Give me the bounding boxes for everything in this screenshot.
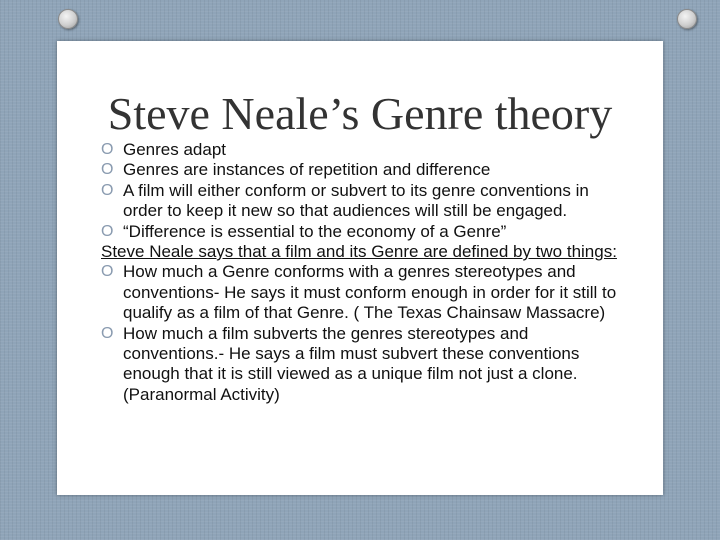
bullet-icon: O	[101, 141, 114, 158]
pushpin-icon	[677, 9, 697, 29]
list-item-text: How much a Genre conforms with a genres stereotypes and conventions- He says it must conform enough in order for it still to qualify as a film of that Genre. ( The Texas Chainsaw Massacre)	[123, 262, 617, 323]
subheading	[101, 242, 631, 262]
list-item	[101, 262, 631, 323]
bullet-icon: O	[101, 181, 114, 199]
pushpin-icon	[58, 9, 78, 29]
subheading-text: Steve Neale says that a film and its Genre are defined by two things:	[101, 242, 617, 262]
list-item-text: Genres are instances of repetition and difference	[123, 160, 491, 180]
bullet-icon: O	[101, 324, 114, 342]
list-item-text: How much a film subverts the genres stereotypes and conventions.- He says a film must subvert these conventions enough that it is still viewed as a unique film not just a clone. (Paranormal Activity)	[123, 323, 580, 404]
bullet-icon: O	[101, 161, 114, 179]
list-item	[101, 140, 631, 160]
slide-body	[101, 140, 631, 405]
list-item	[101, 181, 631, 222]
bullet-icon: O	[101, 263, 114, 281]
list-item-text: A film will either conform or subvert to its genre conventions in order to keep it new so that audiences will still be engaged.	[123, 180, 589, 221]
list-item	[101, 324, 631, 406]
list-item	[101, 160, 631, 180]
bullet-icon: O	[101, 222, 114, 240]
list-item-text: “Difference is essential to the economy of a Genre”	[123, 221, 507, 241]
list-item-text: Genres adapt	[123, 140, 227, 159]
list-item	[101, 222, 631, 242]
slide-title: Steve Neale’s Genre theory	[107, 88, 613, 139]
